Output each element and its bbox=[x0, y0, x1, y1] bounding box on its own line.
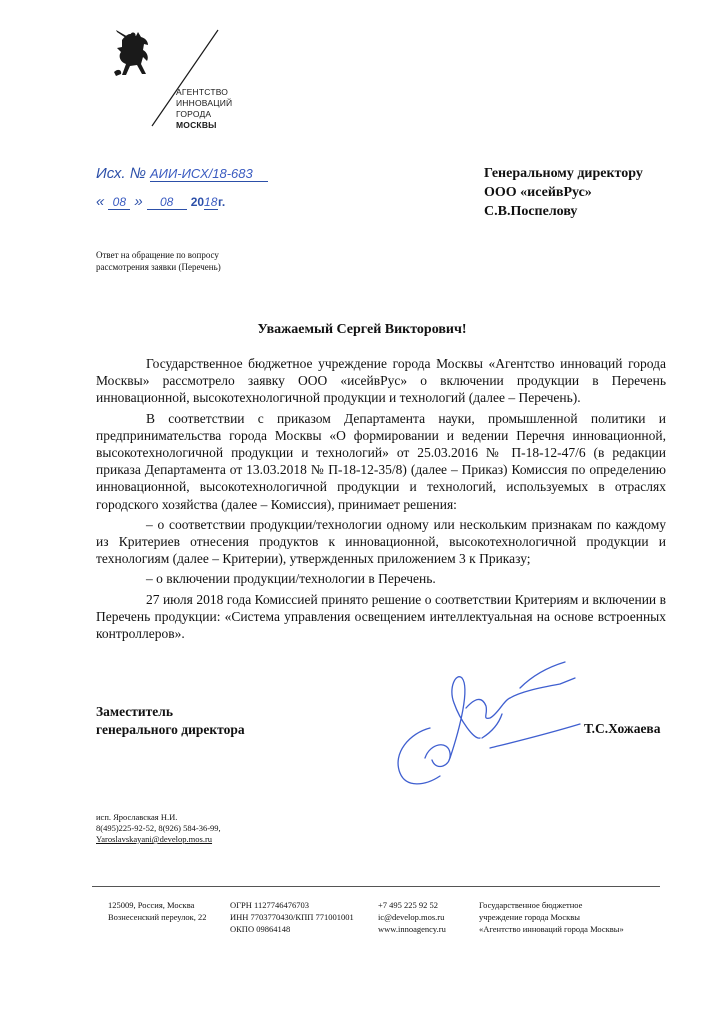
footer-email[interactable]: ic@develop.mos.ru bbox=[378, 912, 445, 922]
footer-inn-kpp: ИНН 7703770430/КПП 771001001 bbox=[230, 912, 354, 922]
date-year-suffix: 18 bbox=[204, 195, 218, 209]
body-paragraph-2: В соответствии с приказом Департамента науки, промышленной политики и предпринимательства города Москвы «О формировании и ведении Перечня инновационной, высокотехнологичной продукции и технологий» от 25.03.2016 № П-18-12-47/6 (в редакции приказа Департамента от 13.03.2018 № П-18-12-35/8) (далее – Приказ) Комиссия по определению инновационной, высокотехнологичной продукции и технологий, используемых в отраслях городского хозяйства (далее – Комиссия), принимает решения: bbox=[96, 410, 666, 512]
signatory-title-line-1: Заместитель bbox=[96, 704, 173, 719]
footer-phone: +7 495 225 92 52 bbox=[378, 900, 439, 910]
footer-divider bbox=[92, 886, 660, 887]
body-paragraph-4: – о включении продукции/технологии в Перечень. bbox=[146, 571, 436, 587]
body-paragraph-3: – о соответствии продукции/технологии одному или нескольким признакам по каждому из Критериев отнесения продуктов к инновационной, высокотехнологичной продукции и технологиям (далее – Критерии), утвержденных приложением 3 к Приказу; bbox=[96, 516, 666, 567]
date-month: 08 bbox=[147, 195, 187, 210]
footer-contacts bbox=[378, 899, 446, 935]
logo-line-1: АГЕНТСТВО bbox=[176, 87, 229, 97]
date-open-quote: « bbox=[96, 193, 105, 210]
logo-line-2: ИННОВАЦИЙ bbox=[176, 98, 233, 108]
date-day: 08 bbox=[108, 195, 130, 210]
executor-phones: 8(495)225-92-52, 8(926) 584-36-99, bbox=[96, 823, 221, 833]
signatory-title-line-2: генерального директора bbox=[96, 722, 245, 737]
footer-ogrn: ОГРН 1127746476703 bbox=[230, 900, 309, 910]
signatory-title bbox=[96, 703, 245, 739]
handwritten-signature bbox=[370, 648, 600, 808]
footer-address bbox=[108, 899, 207, 923]
addressee-company: ООО «исейвРус» bbox=[484, 185, 592, 200]
body-paragraph-1: Государственное бюджетное учреждение города Москвы «Агентство инноваций города Москвы» рассмотрело заявку ООО «исейвРус» о включении продукции в Перечень инновационной, высокотехнологичной продукции и технологий (далее – Перечень). bbox=[96, 356, 666, 406]
date-year-prefix: 20 bbox=[190, 195, 205, 209]
addressee-position: Генеральному директору bbox=[484, 166, 643, 181]
footer-org-line-1: Государственное бюджетное bbox=[479, 900, 583, 910]
logo-line-3: ГОРОДА bbox=[176, 109, 212, 119]
executor-email[interactable]: Yaroslavskayani@develop.mos.ru bbox=[96, 834, 213, 844]
footer-address-line-1: 125009, Россия, Москва bbox=[108, 900, 195, 910]
executor-info bbox=[96, 812, 221, 845]
signatory-name: Т.С.Хожаева bbox=[584, 721, 661, 736]
addressee-block bbox=[484, 164, 643, 221]
executor-name: исп. Ярославская Н.И. bbox=[96, 812, 178, 822]
footer-website[interactable]: www.innoagency.ru bbox=[378, 924, 446, 934]
subject-note-line-2: рассмотрения заявки (Перечень) bbox=[96, 262, 221, 272]
outgoing-number bbox=[96, 165, 268, 183]
outgoing-number-prefix: Исх. № bbox=[96, 165, 146, 182]
footer-organization bbox=[479, 899, 624, 935]
logo-line-4: МОСКВЫ bbox=[176, 120, 217, 130]
logo-wordmark bbox=[176, 87, 232, 131]
letter-body bbox=[96, 355, 666, 642]
date-close-quote: » bbox=[134, 193, 143, 210]
addressee-name: С.В.Поспелову bbox=[484, 204, 578, 219]
subject-note-line-1: Ответ на обращение по вопросу bbox=[96, 250, 219, 260]
footer-okpo: ОКПО 09864148 bbox=[230, 924, 291, 934]
footer-org-line-3: «Агентство инноваций города Москвы» bbox=[479, 924, 624, 934]
footer-org-line-2: учреждение города Москвы bbox=[479, 912, 580, 922]
body-paragraph-5: 27 июля 2018 года Комиссией принято решение о соответствии Критериям и включении в Перечень продукции: «Система управления освещением интеллектуальная на основе встроенных контроллеров». bbox=[96, 591, 666, 642]
footer-registry bbox=[230, 899, 354, 935]
outgoing-date bbox=[96, 193, 225, 211]
outgoing-number-value: АИИ-ИСХ/18-683 bbox=[150, 166, 268, 182]
date-year-unit: г. bbox=[218, 195, 226, 209]
salutation: Уважаемый Сергей Викторович! bbox=[257, 322, 467, 337]
footer-address-line-2: Вознесенский переулок, 22 bbox=[108, 912, 207, 922]
subject-note bbox=[96, 249, 221, 273]
